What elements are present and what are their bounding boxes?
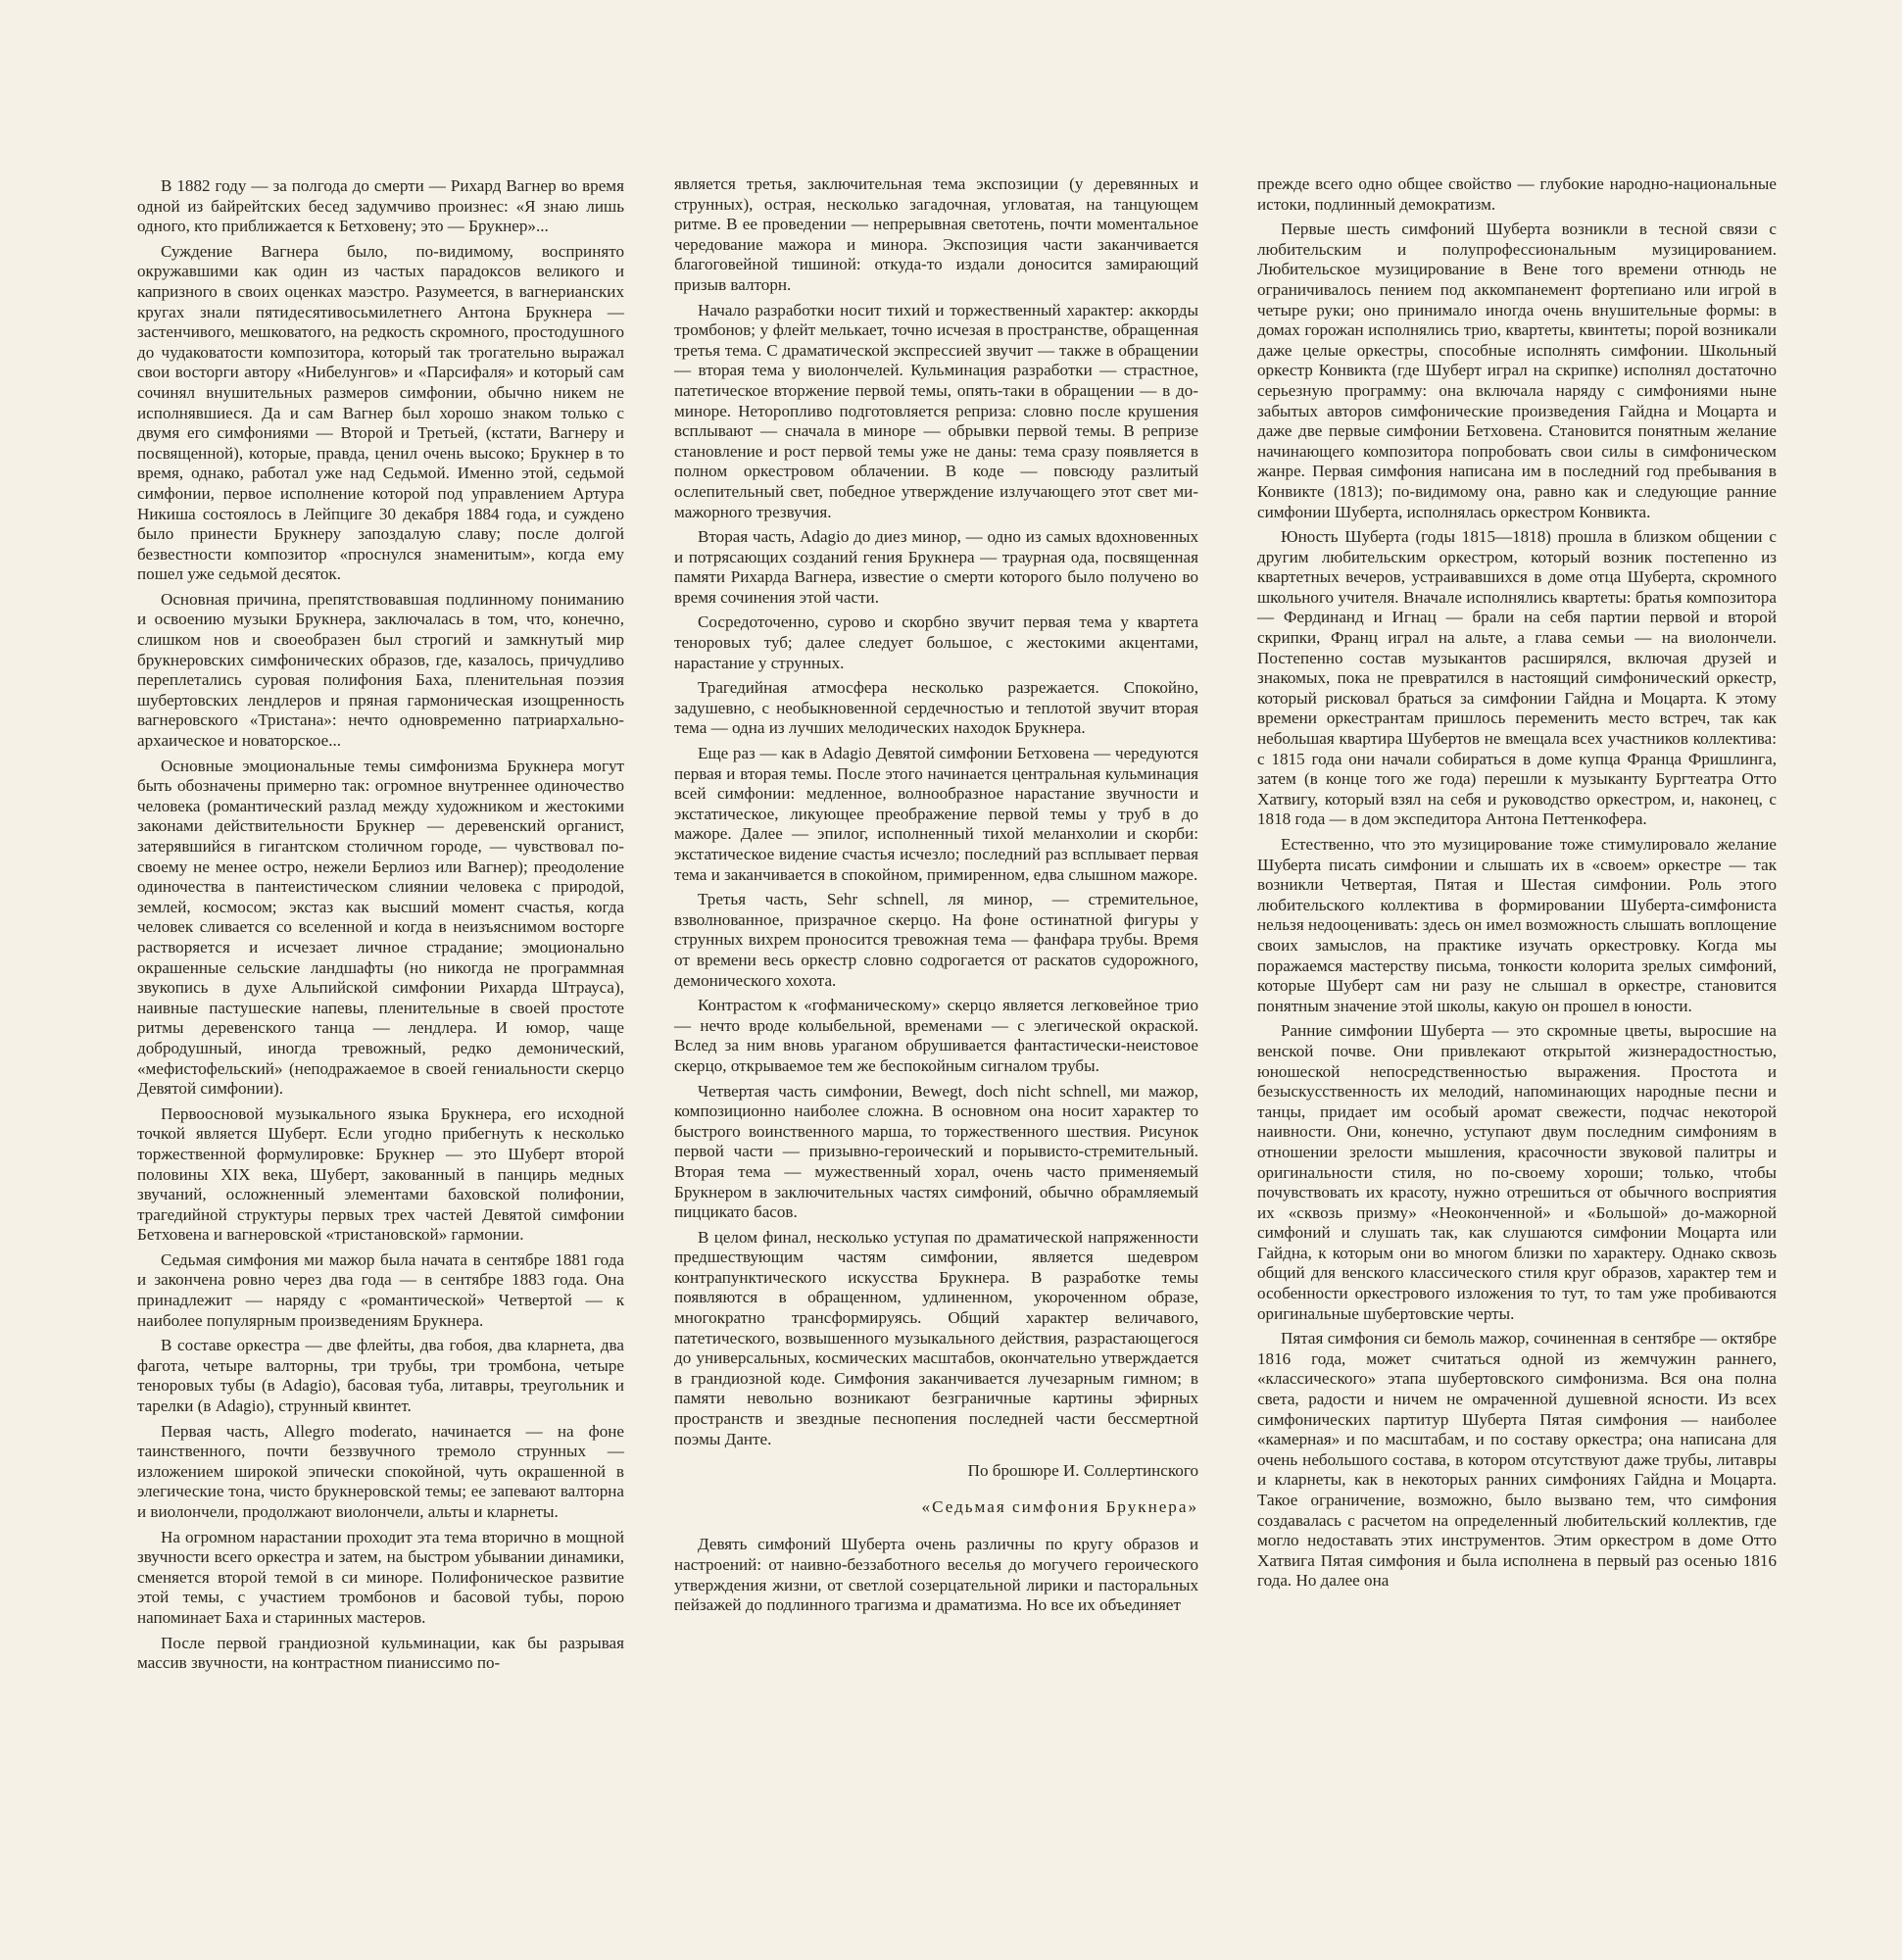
text-column-left [137,176,624,1679]
paragraph: Сосредоточенно, сурово и скорбно звучит первая тема у квартета теноровых туб; далее следует большое, с жестокими акцентами, нарастание у струнных. [674,612,1198,672]
text-column-middle [674,174,1198,1621]
paragraph: Первая часть, Allegro moderato, начинается — на фоне таинственного, почти беззвучного тремоло струнных — изложением широкой эпически спокойной, чуть окрашенной в элегические тона, чисто брукнеровской темы; ее запевают валторна и виолончели, продолжают виолончели, альты и кларнеты. [137,1421,624,1521]
paragraph: Трагедийная атмосфера несколько разрежается. Спокойно, задушевно, с необыкновенной сердечностью и теплотой звучит вторая тема — одна из лучших мелодических находок Брукнера. [674,678,1198,738]
paragraph: Пятая симфония си бемоль мажор, сочиненная в сентябре — октябре 1816 года, может считаться одной из жемчужин раннего, «классического» этапа шубертовского симфонизма. Вся она полна света, радости и ничем не омраченной душевной ясности. Из всех симфонических партитур Шуберта Пятая симфония — наиболее «камерная» и по масштабам, и по составу оркестра; она написана для очень небольшого состава, в котором отсутствуют даже трубы, литавры и кларнеты, как в некоторых ранних симфониях Гайдна и Моцарта. Такое ограничение, возможно, было вызвано тем, что симфония создавалась с расчетом на определенный любительский коллектив, где могло недоставать этих инструментов. Этим оркестром в доме Отто Хатвига Пятая симфония и была исполнена в первый раз осенью 1816 года. Но далее она [1257,1329,1777,1591]
paragraph: Еще раз — как в Adagio Девятой симфонии Бетховена — чередуются первая и вторая темы. После этого начинается центральная кульминация всей симфонии: медленное, волнообразное нарастание звучности и экстатическое, ликующее преображение первой темы у труб в до мажоре. Далее — эпилог, исполненный тихой меланхолии и скорби: экстатическое видение счастья исчезло; последний раз всплывает первая тема и заканчивается в спокойном, примиренном, едва слышном мажоре. [674,744,1198,884]
paragraph: Третья часть, Sehr schnell, ля минор, — стремительное, взволнованное, призрачное скерцо. На фоне остинатной фигуры у струнных вихрем проносится тревожная тема — фанфара трубы. Время от времени весь оркестр словно содрогается от раскатов судорожного, демонического хохота. [674,890,1198,990]
paragraph: Начало разработки носит тихий и торжественный характер: аккорды тромбонов; у флейт мелькает, точно исчезая в пространстве, обращенная третья тема. С драматической экспрессией звучит — также в обращении — вторая тема у виолончелей. Кульминация разработки — страстное, патетическое вторжение первой темы, опять-таки в обращении — в до-миноре. Неторопливо подготовляется реприза: словно после крушения всплывают — сначала в миноре — обрывки первой темы. В репризе становление и рост первой темы уже не даны: тема сразу появляется в полном оркестровом облачении. В коде — повсюду разлитый ослепительный свет, победное утверждение излучающего этот свет ми-мажорного трезвучия. [674,300,1198,521]
paragraph: Первоосновой музыкального языка Брукнера, его исходной точкой является Шуберт. Если угодно прибегнуть к несколько торжественной формулировке: Брукнер — это Шуберт второй половины XIX века, Шуберт, закованный в панцирь медных звучаний, осложненный элементами баховской полифонии, трагедийной структуры первых трех частей Девятой симфонии Бетховена и вагнеровской «тристановской» гармонии. [137,1103,624,1245]
paragraph: В целом финал, несколько уступая по драматической напряженности предшествующим частям симфонии, является шедевром контрапунктического искусства Брукнера. В разработке темы появляются в обращенном, удлиненном, укороченном образе, многократно трансформируясь. Общий характер величавого, патетического, возвышенного музыкального действия, разрастающегося до универсальных, космических масштабов, окончательно утверждается в грандиозной коде. Симфония заканчивается лучезарным гимном; в памяти невольно возникают безграничные картины эфирных пространств и звездные песнопения последней части бессмертной поэмы Данте. [674,1227,1198,1448]
paragraph: является третья, заключительная тема экспозиции (у деревянных и струнных), острая, несколько загадочная, угловатая, на танцующем ритме. В ее проведении — непрерывная светотень, почти моментальное чередование мажора и минора. Экспозиция части заканчивается благоговейной тишиной: откуда-то издали доносится замирающий призыв валторн. [674,174,1198,294]
paragraph: Суждение Вагнера было, по-видимому, воспринято окружавшими как один из частых парадоксов великого и капризного в своих оценках маэстро. Разумеется, в вагнерианских кругах знали пятидесятивосьмилетнего Антона Брукнера — застенчивого, мешковатого, на редкость скромного, простодушного до чудаковатости композитора, который так трогательно выражал свои восторги автору «Нибелунгов» и «Парсифаля» и который сам сочинял внушительных размеров симфонии, обычно никем не исполнявшиеся. Да и сам Вагнер был хорошо знаком только с двумя его симфониями — Второй и Третьей, (кстати, Вагнеру и посвященной), которые, правда, ценил очень высоко; Брукнер в то время, однако, работал уже над Седьмой. Именно этой, седьмой симфонии, первое исполнение которой под управлением Артура Никиша состоялось в Лейпциге 30 декабря 1884 года, и суждено было принести Брукнеру запоздалую славу; после долгой безвестности композитор «проснулся знаменитым», когда ему пошел уже седьмой десяток. [137,241,624,584]
paragraph: Девять симфоний Шуберта очень различны по кругу образов и настроений: от наивно-беззаботного веселья до могучего героического утверждения жизни, от светлой созерцательной лирики и пасторальных пейзажей до подлинного трагизма и драматизма. Но все их объединяет [674,1535,1198,1615]
paragraph: Вторая часть, Adagio до диез минор, — одно из самых вдохновенных и потрясающих созданий гения Брукнера — траурная ода, посвященная памяти Рихарда Вагнера, известие о смерти которого было получено во время сочинения этой части. [674,527,1198,607]
paragraph: Четвертая часть симфонии, Bewegt, doch nicht schnell, ми мажор, композиционно наиболее сложна. В основном она носит характер то быстрого воинственного марша, то торжественного шествия. Рисунок первой части — призывно-героический и порывисто-стремительный. Вторая тема — мужественный хорал, очень часто применяемый Брукнером в заключительных частях симфоний, обычно обрамляемый пиццикато басов. [674,1081,1198,1222]
paragraph: Основная причина, препятствовавшая подлинному пониманию и освоению музыки Брукнера, заключалась в том, что, конечно, слишком нов и своеобразен был строгий и замкнутый мир брукнеровских симфонических образов, где, казалось, причудливо переплетались суровая полифония Баха, пленительная поэзия шубертовских лендлеров и пряная гармоническая изощренность вагнеровского «Тристана»: нечто одновременно патриархально-архаическое и новаторское... [137,589,624,751]
source-attribution: По брошюре И. Соллертинского [967,1461,1198,1481]
paragraph: Основные эмоциональные темы симфонизма Брукнера могут быть обозначены примерно так: огромное внутреннее одиночество человека (романтический разлад между художником и жестокими законами действительности Брукнер — деревенский органист, затерявшийся в гигантском столичном городе, — чувствовал по-своему не менее остро, нежели Берлиоз или Вагнер); преодоление одиночества в пантеистическом слиянии человека с природой, землей, космосом; экстаз как высший момент счастья, когда человек сливается со вселенной и когда в неизъяснимом восторге растворяется и исчезает личное страдание; эмоционально окрашенные сельские ландшафты (но никогда не программная звукопись в духе Альпийской симфонии Рихарда Штрауса), наивные пастушеские напевы, пленительные в своей простоте ритмы деревенского танца — лендлера. И юмор, чаще добродушный, иногда тревожный, редко демонический, «мефистофельский» (неподражаемое в своей гениальности скерцо Девятой симфонии). [137,756,624,1099]
paragraph: Юность Шуберта (годы 1815—1818) прошла в близком общении с другим любительским оркестром, который возник постепенно из квартетных вечеров, устраивавшихся в доме отца Шуберта, скромного школьного учителя. Вначале исполнялись квартеты: братья композитора — Фердинанд и Игнац — брали на себя партии первой и второй скрипки, Франц играл на альте, а глава семьи — на виолончели. Постепенно состав музыкантов расширялся, включая друзей и знакомых, пока не превратился в настоящий симфонический оркестр, который рисковал браться за симфонии Гайдна и Моцарта. К этому времени оркестрантам пришлось переменить место встреч, так как небольшая квартира Шубертов не вмещала всех участников коллектива: с 1815 года они начали собираться в доме купца Франца Фришлинга, затем (в конце того же года) перешли к музыканту Бургтеатра Отто Хатвигу, который взял на себя и руководство оркестром, и, наконец, с 1818 года — в дом экспедитора Антона Петтенкофера. [1257,527,1777,829]
source-title: «Седьмая симфония Брукнера» [921,1496,1198,1516]
paragraph: Первые шесть симфоний Шуберта возникли в тесной связи с любительским и полупрофессиональным музицированием. Любительское музицирование в Вене того времени отнюдь не ограничивалось пением под аккомпанемент фортепиано или игрой в четыре руки; оно принимало иногда очень внушительные формы: в домах горожан исполнялись трио, квартеты, квинтеты; порой возникали даже целые оркестры, способные исполнять симфонии. Школьный оркестр Конвикта (где Шуберт играл на скрипке) исполнял достаточно серьезную программу: она включала наряду с симфониями ныне забытых авторов симфонические произведения Гайдна и Моцарта и даже две первые симфонии Бетховена. Становится понятным желание начинающего композитора попробовать свои силы в симфоническом жанре. Первая симфония написана им в последний год пребывания в Конвикте (1813); по-видимому она, равно как и следующие ранние симфонии Шуберта, исполнялась оркестром Конвикта. [1257,220,1777,521]
paragraph: После первой грандиозной кульминации, как бы разрывая массив звучности, на контрастном пианиссимо по- [137,1633,624,1673]
paragraph: В 1882 году — за полгода до смерти — Рихард Вагнер во время одной из байрейтских бесед задумчиво произнес: «Я знаю лишь одного, кто приближается к Бетховену; это — Брукнер»... [137,176,624,236]
paragraph: Седьмая симфония ми мажор была начата в сентябре 1881 года и закончена ровно через два года — в сентябре 1883 года. Она принадлежит — наряду с «романтической» Четвертой — к наиболее популярным произведениям Брукнера. [137,1250,624,1330]
paragraph: В составе оркестра — две флейты, два гобоя, два кларнета, два фагота, четыре валторны, три трубы, три тромбона, четыре теноровых тубы (в Adagio), басовая туба, литавры, треугольник и тарелки (в Adagio), струнный квинтет. [137,1336,624,1416]
paragraph: На огромном нарастании проходит эта тема вторично в мощной звучности всего оркестра и затем, на быстром убывании динамики, сменяется второй темой в си миноре. Полифоническое развитие этой темы, с участием тромбонов и басовой тубы, порою напоминает Баха и старинных мастеров. [137,1527,624,1627]
paragraph: Ранние симфонии Шуберта — это скромные цветы, выросшие на венской почве. Они привлекают открытой жизнерадостностью, юношеской непосредственностью выражения. Простота и безыскусственность их мелодий, напоминающих народные песни и танцы, придает им особый аромат свежести, подчас некоторой наивности. Они, конечно, уступают двум последним симфониям в отношении зрелости мышления, красочности звуковой палитры и оригинальности стиля, но по-своему хороши; только, чтобы почувствовать их красоту, нужно отрешиться от обычного восприятия их «сквозь призму» «Неоконченной» и «Большой» до-мажорной симфоний и слушать так, как слушаются симфонии Моцарта или Гайдна, к которым они во многом близки по характеру. Однако сквозь общий для венского классического стиля круг образов, характер тем и особенности оркестрового изложения то тут, то там уже пробиваются оригинальные шубертовские черты. [1257,1021,1777,1323]
text-column-right [1257,174,1777,1596]
paragraph: прежде всего одно общее свойство — глубокие народно-национальные истоки, подлинный демократизм. [1257,174,1777,214]
paragraph: Контрастом к «гофманическому» скерцо является легковейное трио — нечто вроде колыбельной, временами — с элегической окраской. Вслед за ним вновь ураганом обрушивается фантастически-неистовое скерцо, открываемое тем же беспокойным сигналом трубы. [674,996,1198,1075]
paragraph: Естественно, что это музицирование тоже стимулировало желание Шуберта писать симфонии и слышать их в «своем» оркестре — так возникли Четвертая, Пятая и Шестая симфонии. Роль этого любительского коллектива в формировании Шуберта-симфониста нельзя недооценивать: здесь он имел возможность слышать воплощение своих замыслов, на практике изучать оркестровку. Когда мы поражаемся мастерству письма, тонкости колорита зрелых симфоний, которые Шуберт сам ни разу не слышал в оркестре, становится понятным значение этой школы, какую он прошел в юности. [1257,835,1777,1015]
